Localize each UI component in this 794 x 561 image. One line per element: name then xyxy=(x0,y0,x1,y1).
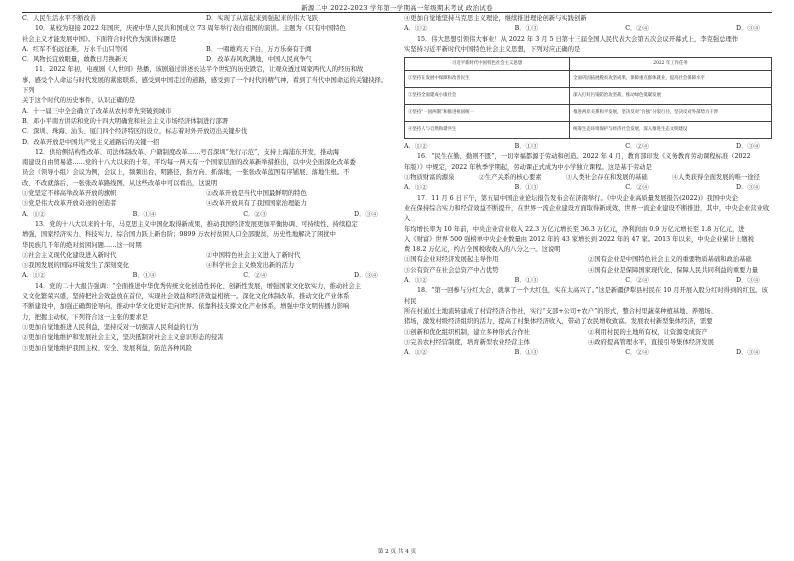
statement-3: ③我国发展的国际环境发生了深刻变化 xyxy=(22,262,130,270)
statements-row xyxy=(22,199,390,209)
statements-row xyxy=(404,266,772,276)
question-11 xyxy=(22,65,390,147)
statement-2: ②中国特色社会主义进入了新时代 xyxy=(206,251,301,259)
choice-a: A．①② xyxy=(404,277,428,285)
question-stem: 社会主义才能发展中国》。下面符合时代作为演讲标题是 xyxy=(22,35,177,43)
statement-1: ①物质财富的源泉 xyxy=(404,174,455,182)
question-stem: 增强，国家经济实力、科技实力、综合国力跃上新台阶；9899 万农村贫困人口全部脱贫，历史性地解决了困扰中 xyxy=(22,231,336,239)
statement-4: ④更加自觉地坚持马克思主义理论，继续推进理论创新与实践创新 xyxy=(404,15,587,22)
statement-1: ①党坚定不移高举改革开放的旗帜 xyxy=(22,190,117,198)
statement-3: ③人类社会存在和发展的基础 xyxy=(565,174,648,182)
statements-row xyxy=(404,173,772,183)
answer-choices xyxy=(404,183,772,193)
prev-question-options xyxy=(22,14,390,24)
question-stem: 关于这个时代的历史事件，认识正确的是 xyxy=(22,97,136,105)
choice-a: A．①② xyxy=(22,272,46,280)
choice-d: D．③④ xyxy=(736,25,760,33)
option-d: D．改革开放是中国共产党主义道路后的关键一招 xyxy=(22,138,160,146)
choice-c: C．②④ xyxy=(625,277,649,285)
choice-a: A．①② xyxy=(22,210,46,218)
statements-row xyxy=(22,261,390,271)
page-header: 新源二中 2022-2023 学年第一学期高一年级期末考试 政治试卷 xyxy=(301,4,493,12)
table-header-row xyxy=(405,58,772,71)
option-c: C．风物长宜放眼量，敢教日月换新天 xyxy=(22,56,128,64)
question-stem: 力，把握主动权，下列符合这一主张的要求是 xyxy=(22,313,148,321)
header-divider xyxy=(22,12,772,13)
choice-d: D．③④ xyxy=(736,349,760,357)
choice-a: A．①② xyxy=(404,349,428,357)
statement-2: ②更加自觉地维护和发展社会主义，坚决抵制对社会主义意识形态的侵害 xyxy=(22,334,224,342)
table-cell: 统筹生态环境保护与经济社会发展，深入推进生态文明建设 xyxy=(570,122,772,139)
answer-choices xyxy=(22,271,390,281)
question-stem: 南建设自由贸易港……党的十八大以来的十年，平均每一两天有一个国家层面的改革新举措推出，以中央全面深化改革委 xyxy=(22,159,356,167)
question-17 xyxy=(404,194,772,287)
question-stem: 13．党的十八大以来的十年，马克思主义中国化取得新成果，推动我国经济发展更加平衡协调、可持续性、持续稳定 xyxy=(35,220,358,228)
answer-choices xyxy=(404,348,772,358)
choice-c: C．②④ xyxy=(625,25,649,33)
statement-4: ④改革开放具有了我国国家治理能力 xyxy=(206,200,307,208)
option-a: A．红军不怕远征难，万水千山只等闲 xyxy=(22,45,128,53)
table-header-cell: 2022 年工作任务 xyxy=(570,58,772,71)
question-14-continued xyxy=(404,14,772,35)
answer-choices xyxy=(404,276,772,286)
choice-d: D．③④ xyxy=(354,210,378,218)
option-b: B．一唱雄鸡天下白，万方乐奏有于阗 xyxy=(206,45,312,53)
choice-b: B．①④ xyxy=(132,272,157,280)
choice-d: D．③④ xyxy=(736,277,760,285)
choice-b: B．①③ xyxy=(514,25,539,33)
choice-b: B．①③ xyxy=(514,184,539,192)
statement-4: ④政府提高管理水平，直接引导集体经济发展 xyxy=(588,338,714,346)
choice-c: C．②③ xyxy=(243,210,267,218)
statement-3: ③完善农村经营制度，培育新型农业经营主体 xyxy=(404,338,530,346)
page-number: 第 2 页 共 4 页 xyxy=(377,549,417,555)
question-stem: 费 18.2 万亿元，约占全国税收收入的八分之一。这说明 xyxy=(404,246,561,254)
question-stem: 所在村通过土地流转建成了村营经济合作社，实行“支部+公司+农户”的形式，整合村里蔬菜种植基地、养殖场、 xyxy=(404,307,717,315)
statement-4: ④科学社会主义焕发出新的活力 xyxy=(206,262,295,270)
question-10 xyxy=(22,24,390,65)
choice-c: C．②④ xyxy=(243,272,267,280)
table-cell: ②坚持全面建成小康社会 xyxy=(405,88,570,105)
statement-1: ①社会主义现代化建设进入新时代 xyxy=(22,251,117,259)
question-15 xyxy=(404,35,772,153)
question-stem: 14．党的二十大报告强调：“全面推进中华优秀传统文化创造性转化、创新性发展，增强国家文化软实力，推动社会主 xyxy=(35,282,362,290)
question-stem: 16．“民生在勤，勤则不匮”，一切幸福都源于劳动和创造。2022 年 4 月，教育部印发《义务教育劳动课程标准（2022 xyxy=(417,153,751,161)
question-13 xyxy=(22,220,390,282)
right-column xyxy=(404,14,772,358)
statement-4: ④人类获得全面发展的唯一途径 xyxy=(671,174,760,182)
question-stem: 义文化繁荣兴盛，坚持把社会效益放在首位，实现社会效益和经济效益相统一。深化文化体制改革，推动文化产业体系 xyxy=(22,293,350,301)
left-column xyxy=(22,14,390,354)
question-stem: 10．某校为迎接 2022 年国庆，庆祝中华人民共和国成立 73 周年举行表白祖国的演讲。主题为《只有中国特色 xyxy=(35,25,346,33)
option-d: D．实现了从富起来到强起来的伟大飞跃 xyxy=(206,15,319,22)
statements-row xyxy=(22,251,390,261)
options-row xyxy=(22,45,390,55)
option-a: A．十一届三中全会确立了改革从农村率先突破到城市 xyxy=(22,107,172,115)
statement-3: ③党是伟大改革开放奇迹的创造者 xyxy=(22,200,117,208)
statement-1: ①更加自觉地推进人民利益，坚持反对一切损害人民利益的行为 xyxy=(22,323,199,331)
question-stem: 17．11 月 6 日下午，第五届中国企业论坛报告发布会在济南举行。《中央企业高质量发展报告(2022)》我国中央企 xyxy=(417,194,738,202)
option-d: D．改革春风吹满地，中国人民真争气 xyxy=(206,56,312,64)
option-c: C．人民生活水平不断改善 xyxy=(22,15,97,22)
choice-c: C．②④ xyxy=(625,184,649,192)
question-14 xyxy=(22,282,390,354)
option-c: C．深圳、珠海、汕头、厦门四个经济特区的设立，标志着对外开放迈出关键步伐 xyxy=(22,128,248,136)
question-stem: 员会（领导小组）会议为例，会议上，频频出台，明路径，指方向、抓落地，一张张改革蓝图有序铺展、落地生根。不 xyxy=(22,169,350,177)
choice-a: A．①② xyxy=(404,25,428,33)
statements-row xyxy=(404,255,772,265)
options-row xyxy=(22,55,390,65)
question-stem: 改、不改就落后，一张张改革路线图，从这些改革中可以看出，这说明 xyxy=(22,179,218,187)
answer-choices xyxy=(404,142,772,152)
question-18 xyxy=(404,286,772,358)
answer-choices xyxy=(22,210,390,220)
question-stem: 华民族几千年的绝对贫困问题……这一时期 xyxy=(22,241,142,249)
choice-c: C．②④ xyxy=(625,349,649,357)
statement-2: ②利用村民的土地所有权，让资源变成资产 xyxy=(588,328,708,336)
choice-d: D．③④ xyxy=(736,184,760,192)
question-stem: 入《财富》世界 500 强榜单中央企业数量由 2012 年的 43 家增长到 2022 年的 47 家。2013 年以来，中央企业累计上缴税 xyxy=(404,235,755,243)
question-stem: 实坚持习近平新时代中国特色社会主义思想，下列对应正确的是 xyxy=(404,45,581,53)
statement-3: ③更加自觉地维护我国主权、安全、发展利益，防范各种风险 xyxy=(22,344,193,352)
choice-b: B．①③ xyxy=(514,277,539,285)
statement-1: ①创新和优化组织机制，建立多种形式合作社 xyxy=(404,328,530,336)
table-cell: ①坚持在发展中保障和改善民生 xyxy=(405,71,570,88)
question-stem: 年版）》中规定，2022 年秋季学期起，劳动课正式成为中小学独立课程。这是基于劳动是 xyxy=(404,163,652,171)
question-stem: 15．伟大思想引领伟大事业！从 2022 年 3 月 5 日第十三届全国人民代表大会第五次会议开幕式上，李克强总理作 xyxy=(417,35,739,43)
choice-c: C．②④ xyxy=(625,143,649,151)
table-cell: 推进两岸关系和平发展，坚决反对“台独”分裂行径，坚决反对外部势力干涉 xyxy=(570,105,772,122)
choice-b: B．①③ xyxy=(514,143,539,151)
statement-3: ③公有资产在社会总资产中占优势 xyxy=(404,266,499,274)
statements-row xyxy=(404,338,772,348)
question-16 xyxy=(404,152,772,193)
question-stem: 猪场，激发村级经济组织的活力，提高了村集体经济收入，带动了农民增收致富。发展农村新型集体经济，需要 xyxy=(404,318,713,326)
table-row xyxy=(405,122,772,139)
table-cell: ③坚持“一国两制”和推进祖国统一 xyxy=(405,105,570,122)
choice-a: A．①② xyxy=(404,143,428,151)
table-header-cell: 习近平新时代中国特色社会主义思想 xyxy=(405,58,570,71)
table-row xyxy=(405,105,772,122)
table-cell: 全面巩固拓展脱贫攻坚成果，保障重点群体就业，提高社会保障水平 xyxy=(570,71,772,88)
statement-2: ②生产关系的核心要素 xyxy=(478,174,542,182)
question-stem: 12．供给侧结构性改革、司法体制改革、户籍制度改革……号召深圳“先行示范”，支持上海浦东开发，推动海 xyxy=(35,148,340,156)
statement-2: ②国有企业是中国特色社会主义的重要物质基础和政治基础 xyxy=(588,256,752,264)
question-stem: 年均增长率为 10 年前，中央企业营业收入 22.3 万亿元增长至 36.3 万亿元，净利润由 0.9 万亿元增长至 1.8 万亿元，进 xyxy=(404,225,745,233)
choice-b: B．①④ xyxy=(132,210,157,218)
table-row xyxy=(405,88,772,105)
statements-row xyxy=(22,189,390,199)
choice-d: D．③④ xyxy=(354,272,378,280)
question-stem: 11．2022 年初，电视剧《人世间》热播，该剧通过讲述长达半个世纪的历史跌宕，让观众透过周家两代人的经历和故 xyxy=(35,66,364,74)
question-12 xyxy=(22,148,390,220)
question-stem: 事，感受个人命运与时代发展的紧密联系，感受到中国走过的道路，感受到了一个时代的精气神，看到了当代中国命运的关键抉择。下列 xyxy=(22,76,388,95)
statement-4: ④国有企业是保障国家现代化、保障人民共同利益的重要力量 xyxy=(588,266,759,274)
question-stem: 不断建设中，加强正确舆论导向，推动中华文化更好走向世界。依靠科技支撑文化产业体系，增强中华文明传播力影响 xyxy=(22,303,350,311)
choice-d: D．③④ xyxy=(736,143,760,151)
table-cell: 深入打好污染防治攻坚战，推动绿色低碳发展 xyxy=(570,88,772,105)
table-cell: ④坚持人与自然和谐共生 xyxy=(405,122,570,139)
thought-task-table xyxy=(404,57,772,139)
choice-a: A．①② xyxy=(404,184,428,192)
table-row xyxy=(405,71,772,88)
question-stem: 业在保持综合实力和经营效益不断提升，在世界一流企业建设方面取得新成效，世界一流企业建设不断推进，其中，中央企业营业收入 xyxy=(404,204,770,223)
choice-b: B．①③ xyxy=(514,349,539,357)
statement-1: ①国有企业对经济发展起主导作用 xyxy=(404,256,499,264)
statement-2: ②改革开放是当代中国最鲜明的特色 xyxy=(206,190,307,198)
question-stem: 18．“第一回参与分红大会，就拿了一个大红包，实在太高兴了。”这是新疆伊犁县村民在 10 月开展入股分红时得到的红包。该村民 xyxy=(404,287,768,305)
option-b: B．邓小平南方讲话和党的十四大明确党和社会主义市场经济体制进行部署 xyxy=(22,117,229,125)
statements-row xyxy=(404,328,772,338)
answer-choices xyxy=(404,24,772,34)
